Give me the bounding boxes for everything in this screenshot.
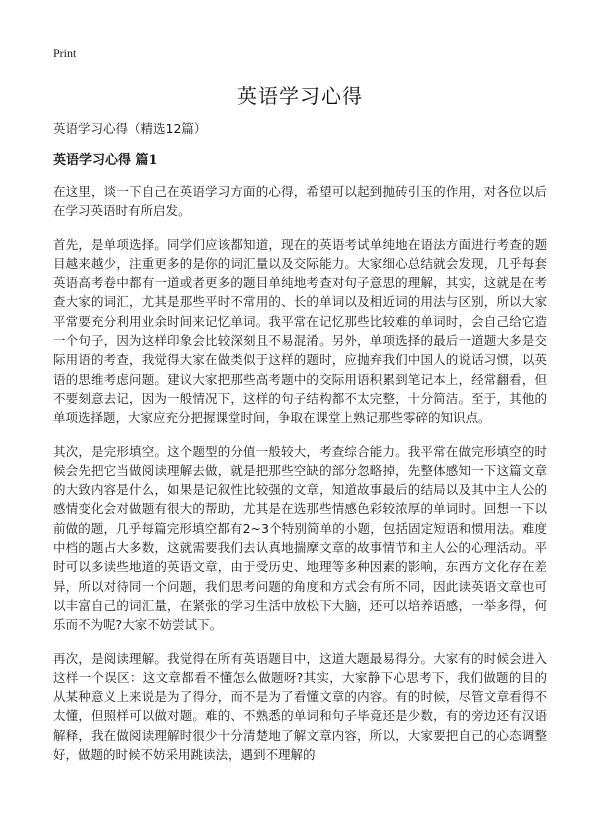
print-link[interactable]: Print [53, 46, 77, 60]
paragraph-intro: 在这里，谈一下自己在英语学习方面的心得，希望可以起到抛砖引玉的作用，对各位以后在学习英语时有所启发。 [53, 184, 547, 219]
paragraph-cloze: 其次，是完形填空。这个题型的分值一般较大，考查综合能力。我平常在做完形填空的时候会先把它当做阅读理解去做，就是把那些空缺的部分忽略掉，先整体感知一下这篇文章的大致内容是什么，如果是记叙性比较强的文章，知道故事最后的结局以及其中主人公的感情变化会对做题有很大的帮助，尤其是在选那些情感色彩较浓厚的单词时。回想一下以前做的题，几乎每篇完形填空都有2~3个特别简单的小题，包括固定短语和惯用法。难度中档的题占大多数，这就需要我们去认真地揣摩文章的故事情节和主人公的心理活动。平时可以多读些地道的英语文章，由于受历史、地理等多种因素的影响，东西方文化存在差异，所以对待同一个问题，我们思考问题的角度和方式会有所不同，因此读英语文章也可以丰富自己的词汇量，在紧张的学习生活中放松下大脑，还可以培养语感，一举多得，何乐而不为呢?大家不妨尝试下。 [53, 443, 547, 633]
document-body [53, 120, 547, 778]
document-title: 英语学习心得 [237, 84, 363, 108]
paragraph-reading: 再次，是阅读理解。我觉得在所有英语题目中，这道大题最易得分。大家有的时候会进入这样一个误区：这文章都看不懂怎么做题呀?其实，大家静下心思考下，我们做题的目的从某种意义上来说是为了得分，而不是为了看懂文章的内容。有的时候，尽管文章看得不太懂，但照样可以做对题。难的、不熟悉的单词和句子毕竟还是少数，有的旁边还有汉语解释，我在做阅读理解时很少十分清楚地了解文章内容，所以，大家要把自己的心态调整好，做题的时候不妨采用跳读法，遇到不理解的 [53, 650, 547, 763]
paragraph-single-choice: 首先，是单项选择。同学们应该都知道，现在的英语考试单纯地在语法方面进行考查的题目越来越少，注重更多的是你的词汇量以及交际能力。大家细心总结就会发现，几乎每套英语高考卷中都有一道或者更多的题目单纯地考查对句子意思的理解，其实，这就是在考查大家的词汇，尤其是那些平时不常用的、长的单词以及相近词的用法与区别，所以大家平常要充分利用业余时间来记忆单词。我平常在记忆那些比较难的单词时，会自己给它造一个句子，因为这样印象会比较深刻且不易混淆。另外，单项选择的最后一道题大多是交际用语的考查，我觉得大家在做类似于这样的题时，应抛弃我们中国人的说话习惯，以英语的思维考虑问题。建议大家把那些高考题中的交际用语积累到笔记本上，经常翻看，但不要刻意去记，因为一般情况下，这样的句子结构都不太完整，十分简洁。至于，其他的单项选择题，大家应充分把握课堂时间，争取在课堂上熟记那些零碎的知识点。 [53, 236, 547, 426]
section-heading: 英语学习心得 篇1 [53, 153, 158, 168]
document-subtitle: 英语学习心得（精选12篇） [53, 121, 207, 136]
